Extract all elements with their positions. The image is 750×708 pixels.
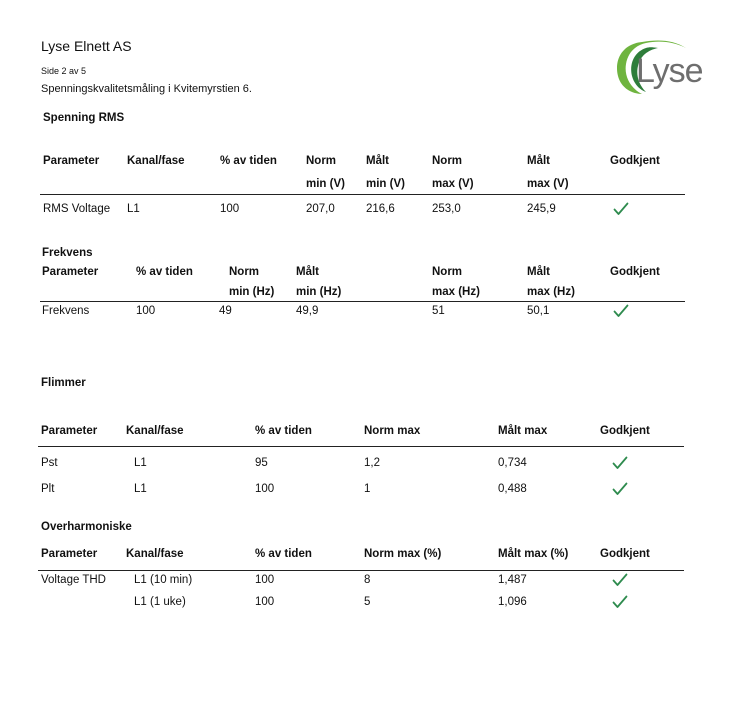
checkmark-icon — [612, 594, 628, 610]
flimmer-row-pst-malt-max: 0,734 — [498, 457, 527, 469]
rms-header-divider — [40, 194, 685, 195]
overharmoniske-header-kanal: Kanal/fase — [126, 548, 184, 560]
frekvens-header-norm-min-2: min (Hz) — [229, 286, 275, 298]
rms-row-parameter: RMS Voltage — [43, 203, 111, 215]
overharmoniske-header-divider — [38, 570, 684, 571]
rms-row-tid: 100 — [220, 203, 240, 215]
rms-header-tid: % av tiden — [220, 155, 277, 167]
company-name: Lyse Elnett AS — [41, 38, 132, 54]
page-number: Side 2 av 5 — [41, 66, 87, 76]
rms-header-malt-min-2: min (V) — [366, 178, 405, 190]
flimmer-header-kanal: Kanal/fase — [126, 425, 184, 437]
rms-header-kanal: Kanal/fase — [127, 155, 185, 167]
rms-header-norm-max-1: Norm — [432, 155, 463, 167]
frekvens-header-norm-max-2: max (Hz) — [432, 286, 480, 298]
rms-row-norm-min: 207,0 — [306, 203, 335, 215]
overharmoniske-row-10min-parameter: Voltage THD — [41, 574, 106, 586]
checkmark-icon — [612, 481, 628, 497]
overharmoniske-header-parameter: Parameter — [41, 548, 98, 560]
overharmoniske-row-1uke-malt-max: 1,096 — [498, 596, 527, 608]
flimmer-row-pst-kanal: L1 — [134, 457, 147, 469]
rms-header-godkjent: Godkjent — [610, 155, 660, 167]
section-title-flimmer: Flimmer — [41, 377, 86, 389]
frekvens-header-norm-min-1: Norm — [229, 266, 260, 278]
flimmer-row-pst-tid: 95 — [255, 457, 268, 469]
rms-header-parameter: Parameter — [43, 155, 100, 167]
rms-header-norm-max-2: max (V) — [432, 178, 474, 190]
rms-header-malt-min-1: Målt — [366, 155, 389, 167]
frekvens-header-malt-max-2: max (Hz) — [527, 286, 575, 298]
overharmoniske-row-10min-norm-max: 8 — [364, 574, 371, 586]
frekvens-row-malt-max: 50,1 — [527, 305, 550, 317]
rms-header-malt-max-1: Målt — [527, 155, 550, 167]
rms-row-kanal: L1 — [127, 203, 140, 215]
document-subject: Spenningskvalitetsmåling i Kvitemyrstien 6. — [41, 83, 252, 95]
flimmer-header-malt-max: Målt max — [498, 425, 548, 437]
overharmoniske-header-norm-max: Norm max (%) — [364, 548, 442, 560]
frekvens-header-godkjent: Godkjent — [610, 266, 660, 278]
frekvens-row-norm-max: 51 — [432, 305, 445, 317]
rms-header-malt-max-2: max (V) — [527, 178, 569, 190]
frekvens-header-malt-min-1: Målt — [296, 266, 319, 278]
checkmark-icon — [613, 303, 629, 319]
overharmoniske-row-10min-malt-max: 1,487 — [498, 574, 527, 586]
checkmark-icon — [613, 201, 629, 217]
overharmoniske-header-malt-max: Målt max (%) — [498, 548, 569, 560]
flimmer-header-parameter: Parameter — [41, 425, 98, 437]
section-title-frekvens: Frekvens — [42, 247, 93, 259]
flimmer-header-godkjent: Godkjent — [600, 425, 650, 437]
flimmer-row-plt-parameter: Plt — [41, 483, 55, 495]
flimmer-header-divider — [38, 446, 684, 447]
flimmer-row-plt-kanal: L1 — [134, 483, 147, 495]
lyse-logo — [612, 36, 716, 98]
overharmoniske-row-1uke-tid: 100 — [255, 596, 275, 608]
overharmoniske-header-tid: % av tiden — [255, 548, 312, 560]
frekvens-row-tid: 100 — [136, 305, 156, 317]
section-title-overharmoniske: Overharmoniske — [41, 521, 132, 533]
flimmer-header-norm-max: Norm max — [364, 425, 421, 437]
frekvens-row-norm-min: 49 — [219, 305, 232, 317]
checkmark-icon — [612, 455, 628, 471]
flimmer-header-tid: % av tiden — [255, 425, 312, 437]
frekvens-header-parameter: Parameter — [42, 266, 99, 278]
frekvens-header-malt-min-2: min (Hz) — [296, 286, 342, 298]
frekvens-header-norm-max-1: Norm — [432, 266, 463, 278]
section-title-rms: Spenning RMS — [43, 112, 125, 124]
flimmer-row-plt-malt-max: 0,488 — [498, 483, 527, 495]
overharmoniske-row-1uke-kanal: L1 (1 uke) — [134, 596, 186, 608]
frekvens-header-malt-max-1: Målt — [527, 266, 550, 278]
frekvens-row-malt-min: 49,9 — [296, 305, 319, 317]
flimmer-row-pst-norm-max: 1,2 — [364, 457, 380, 469]
overharmoniske-row-10min-kanal: L1 (10 min) — [134, 574, 193, 586]
rms-row-norm-max: 253,0 — [432, 203, 461, 215]
overharmoniske-row-10min-tid: 100 — [255, 574, 275, 586]
rms-row-malt-min: 216,6 — [366, 203, 395, 215]
checkmark-icon — [612, 572, 628, 588]
flimmer-row-plt-norm-max: 1 — [364, 483, 371, 495]
flimmer-row-pst-parameter: Pst — [41, 457, 58, 469]
rms-row-malt-max: 245,9 — [527, 203, 556, 215]
frekvens-row-parameter: Frekvens — [42, 305, 90, 317]
flimmer-row-plt-tid: 100 — [255, 483, 275, 495]
overharmoniske-header-godkjent: Godkjent — [600, 548, 650, 560]
rms-header-norm-min-2: min (V) — [306, 178, 345, 190]
frekvens-header-tid: % av tiden — [136, 266, 193, 278]
rms-header-norm-min-1: Norm — [306, 155, 337, 167]
frekvens-header-divider — [40, 301, 685, 302]
overharmoniske-row-1uke-norm-max: 5 — [364, 596, 371, 608]
logo-text: Lyse — [636, 52, 703, 90]
